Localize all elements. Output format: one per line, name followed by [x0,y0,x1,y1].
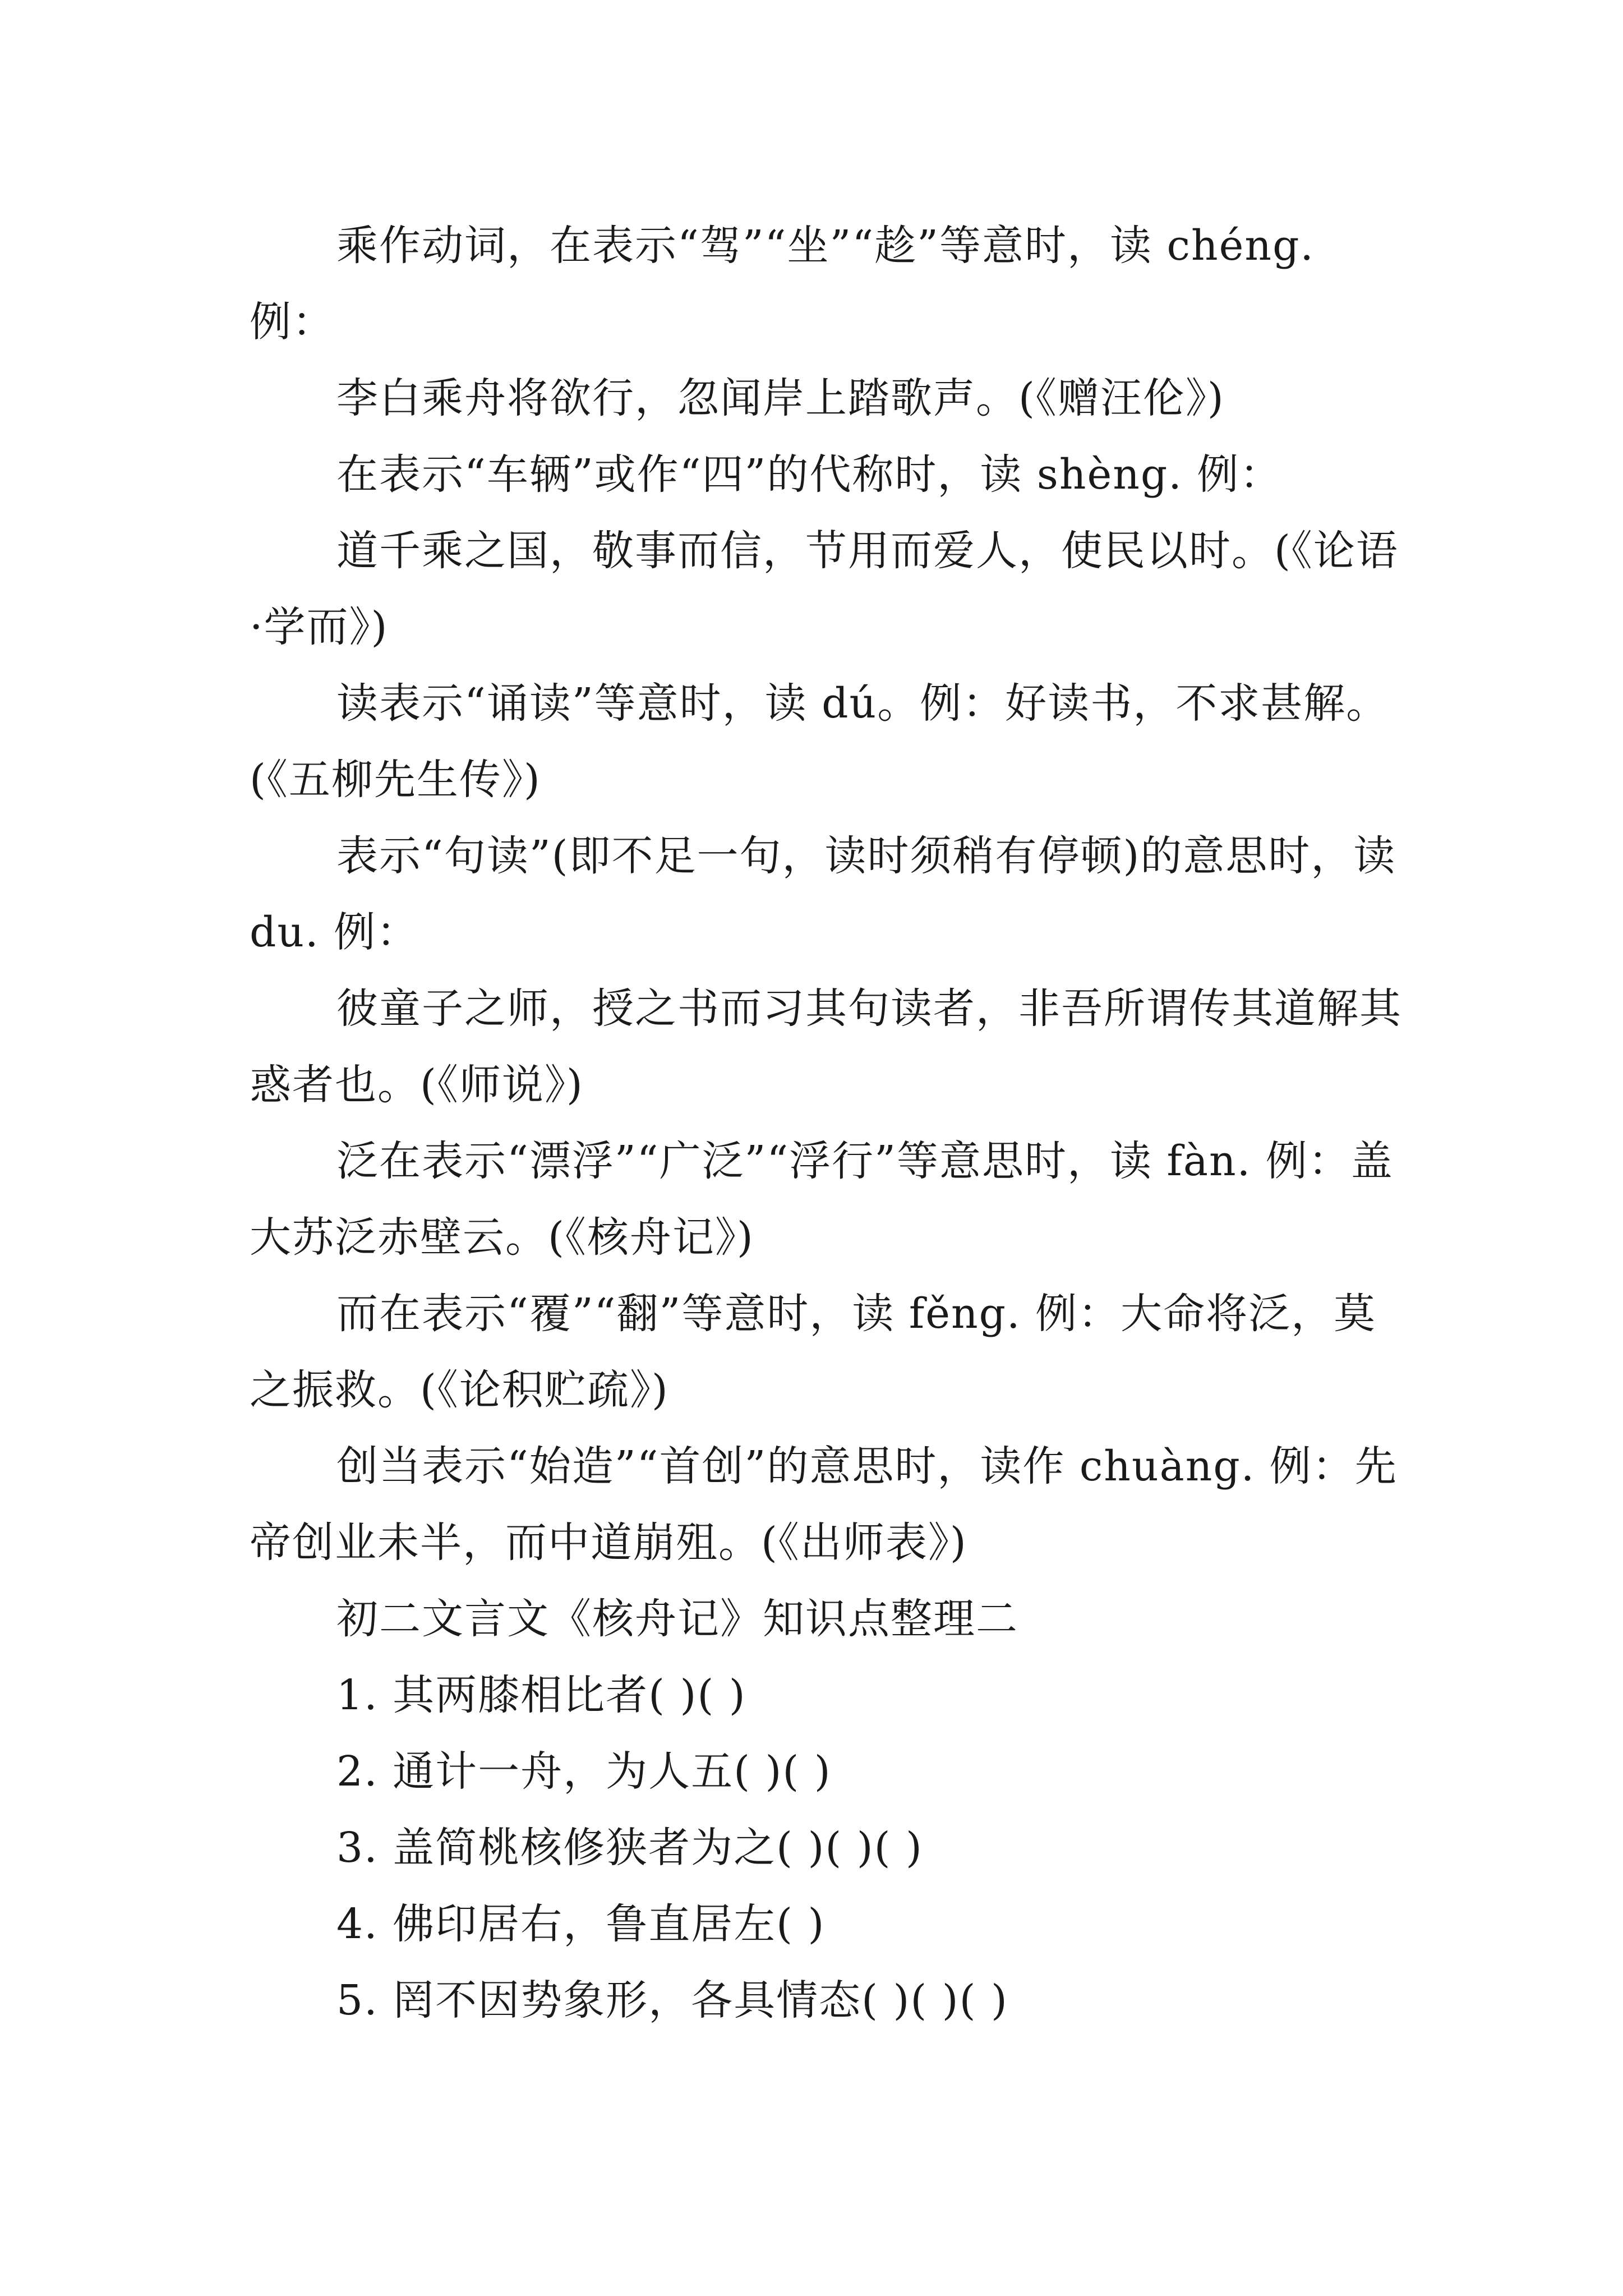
exercise-item: 3. 盖简桃核修狭者为之( )( )( ) [336,1824,923,1872]
paragraph: 读表示“诵读”等意时，读 dú。例：好读书，不求甚解。(《五柳先生传》) [250,679,1389,804]
exercise-item: 5. 罔不因势象形，各具情态( )( )( ) [336,1976,1008,2024]
exercise-item: 2. 通计一舟，为人五( )( ) [336,1747,832,1796]
paragraph: 创当表示“始造”“首创”的意思时，读作 chuàng. 例：先帝创业未半，而中道崩殂。(《出师表》) [250,1442,1398,1567]
paragraph: 在表示“车辆”或作“四”的代称时，读 shèng. 例： [336,450,1283,499]
document-body [250,208,1405,2039]
paragraph: 道千乘之国，敬事而信，节用而爱人，使民以时。(《论语·学而》) [250,527,1399,651]
exercise-item: 4. 佛印居右，鲁直居左( ) [336,1900,826,1948]
paragraph: 乘作动词，在表示“驾”“坐”“趁”等意时，读 chéng. 例： [250,222,1315,346]
section-heading: 初二文言文《核舟记》知识点整理二 [336,1595,1018,1643]
paragraph: 彼童子之师，授之书而习其句读者，非吾所谓传其道解其惑者也。(《师说》) [250,984,1402,1109]
paragraph: 而在表示“覆”“翻”等意时，读 fěng. 例：大命将泛，莫之振救。(《论积贮疏》) [250,1290,1377,1414]
paragraph: 表示“句读”(即不足一句，读时须稍有停顿)的意思时，读 du. 例： [250,832,1396,956]
paragraph: 李白乘舟将欲行，忽闻岸上踏歌声。(《赠汪伦》) [336,374,1225,422]
paragraph: 泛在表示“漂浮”“广泛”“浮行”等意思时，读 fàn. 例：盖大苏泛赤壁云。(《核舟记》) [250,1137,1394,1262]
exercise-item: 1. 其两膝相比者( )( ) [336,1671,746,1719]
